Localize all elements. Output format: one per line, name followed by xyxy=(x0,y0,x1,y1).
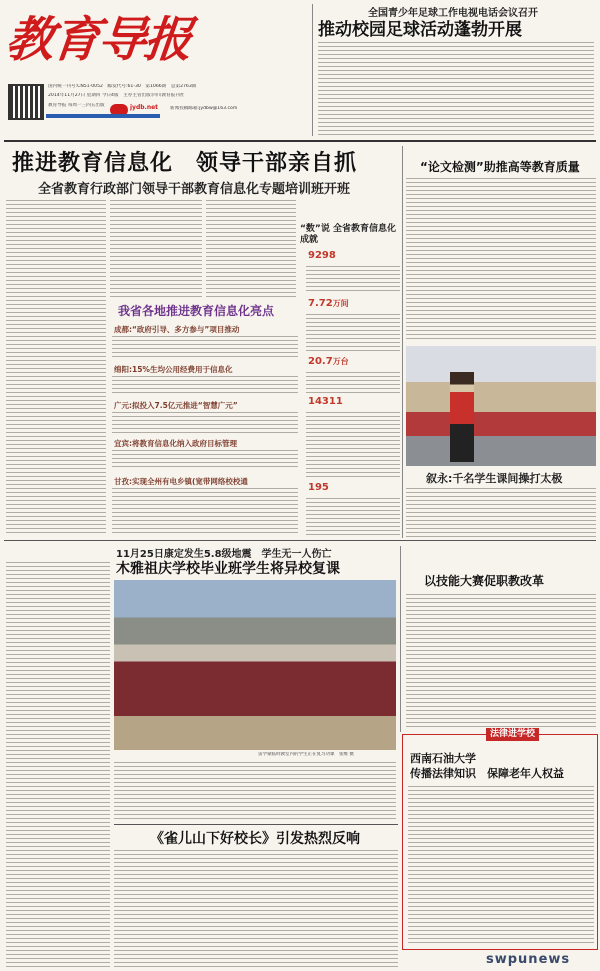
taichi-caption: 叙永:千名学生课间操打太极 xyxy=(426,472,563,485)
quake-photo-credit: 雷学蒙临时教室内的学生正在复习功课 张维 摄 xyxy=(258,752,354,757)
photo-figure xyxy=(450,372,474,462)
date-line: 2014年11月27日 星期四 今日4版 主办主管出版:四川教育报刊社 xyxy=(48,93,185,98)
highlight-3: 广元:拟投入7.5亿元推进“智慧广元” xyxy=(114,401,238,410)
quake-kicker: 11月25日康定发生5.8级地震 学生无一人伤亡 xyxy=(116,549,332,560)
site-url: jydb.net xyxy=(130,104,159,111)
stat-3: 20.7万台 xyxy=(308,356,349,367)
lead-subhead: 全省教育行政部门领导干部教育信息化专题培训班开班 xyxy=(38,182,351,197)
lead-text-col2 xyxy=(110,198,202,300)
qr-code xyxy=(8,84,44,120)
highlight-1: 成都:“政府引导、多方参与”项目推动 xyxy=(114,325,240,334)
law-headline-1: 西南石油大学 xyxy=(410,752,476,765)
stat-5: 195 xyxy=(308,482,329,493)
stat-4: 14311 xyxy=(308,396,343,407)
stat-2: 7.72万间 xyxy=(308,298,349,309)
lead-headline: 推进教育信息化 领导干部亲自抓 xyxy=(12,151,358,176)
law-headline-2: 传播法律知识 保障老年人权益 xyxy=(410,767,564,780)
top-kicker: 全国青少年足球工作电视电话会议召开 xyxy=(368,8,538,19)
lead-text-col3 xyxy=(206,198,296,300)
quake-headline: 木雅祖庆学校毕业班学生将异校复课 xyxy=(116,561,340,577)
site-line: 新闻投稿邮箱:jydbw@163.com xyxy=(170,106,238,111)
principal-headline: 《雀儿山下好校长》引发热烈反响 xyxy=(150,831,360,847)
reform-headline: 以技能大赛促职教改革 xyxy=(424,574,545,588)
stats-title: “数”说 全省教育信息化成就 xyxy=(300,224,396,245)
highlight-5: 甘孜:实现全州有电乡镇(宽带网络校校通 xyxy=(114,477,248,486)
law-tag: 法律进学校 xyxy=(486,728,539,741)
highlights-title: 我省各地推进教育信息化亮点 xyxy=(118,304,275,318)
thesis-headline: “论文检测”助推高等教育质量 xyxy=(420,160,580,174)
tagline: 教育导报 每周一三四五出版 xyxy=(48,103,105,108)
highlight-4: 宜宾:将教育信息化纳入政府目标管理 xyxy=(114,439,237,448)
watermark: swpunews xyxy=(486,952,598,970)
stat-1: 9298 xyxy=(308,250,336,261)
lead-text-col1 xyxy=(6,198,106,536)
top-headline: 推动校园足球活动蓬勃开展 xyxy=(318,20,522,40)
issn-line: 国内统一刊号:CN51-0052 邮发代号:61-30 第1066期 总第2763期 xyxy=(48,84,197,89)
quake-photo xyxy=(114,580,396,750)
highlight-2: 绵阳:15%生均公用经费用于信息化 xyxy=(114,365,233,374)
header-rule xyxy=(46,114,160,118)
taichi-photo xyxy=(406,346,596,466)
top-story-text xyxy=(318,40,594,136)
masthead-title: 教育导报 xyxy=(3,12,193,68)
